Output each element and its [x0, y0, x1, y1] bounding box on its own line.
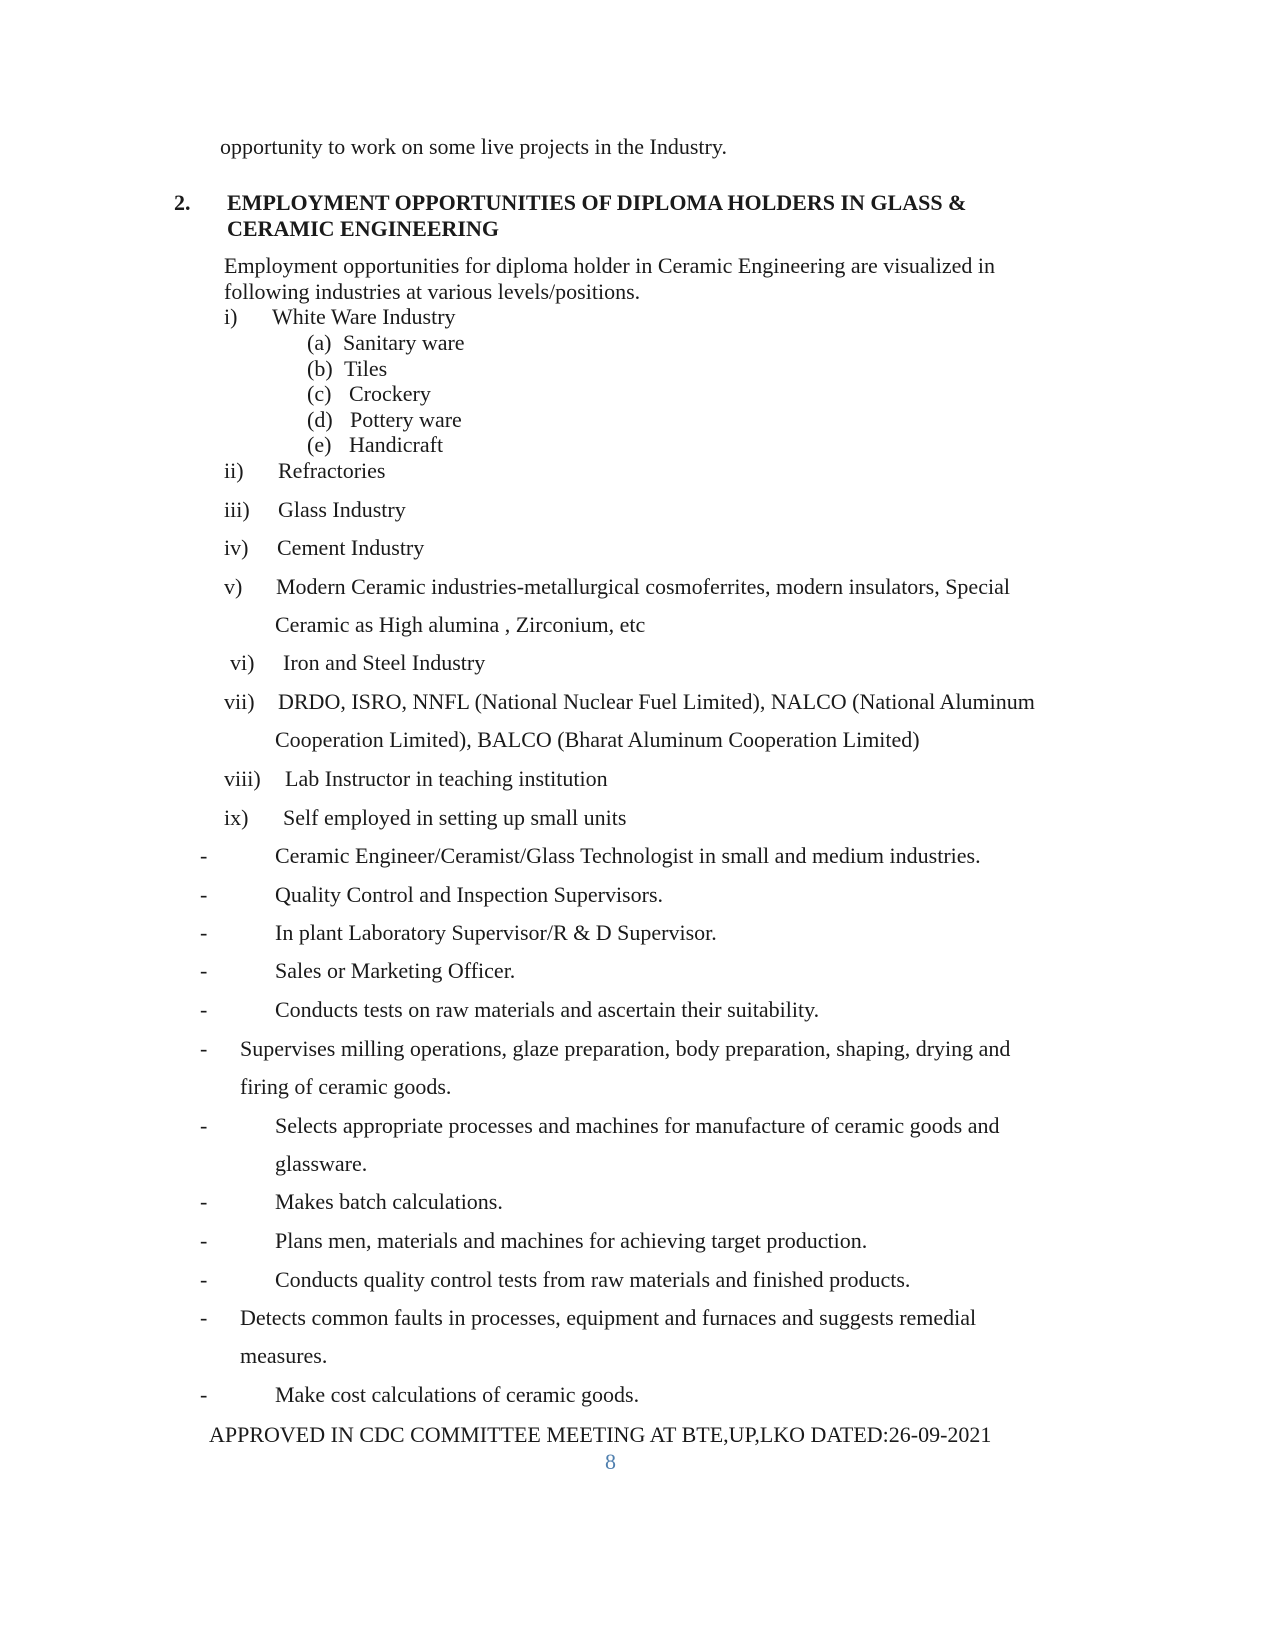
industry-item: Refractories — [278, 458, 386, 483]
dash-bullet: - — [200, 958, 208, 983]
role-item: In plant Laboratory Supervisor/R & D Supervisor. — [275, 920, 717, 945]
subitem-marker: (d) — [307, 407, 333, 432]
role-item: Make cost calculations of ceramic goods. — [275, 1382, 640, 1407]
role-item: Detects common faults in processes, equipment and furnaces and suggests remedial — [240, 1305, 977, 1330]
subitem-marker: (e) — [307, 432, 332, 457]
role-item-continuation: glassware. — [275, 1151, 368, 1176]
role-item: Conducts quality control tests from raw materials and finished products. — [275, 1267, 911, 1292]
industry-marker: ix) — [224, 805, 249, 830]
industry-marker: vii) — [224, 689, 255, 714]
section-heading-line2: CERAMIC ENGINEERING — [227, 216, 499, 241]
dash-bullet: - — [200, 1189, 208, 1214]
subitem-marker: (b) — [307, 356, 333, 381]
industry-item: White Ware Industry — [272, 304, 456, 329]
role-item: Conducts tests on raw materials and ascertain their suitability. — [275, 997, 820, 1022]
industry-item: Cement Industry — [277, 535, 425, 560]
dash-bullet: - — [200, 1267, 208, 1292]
subitem-text: Sanitary ware — [343, 330, 465, 355]
industry-item: Modern Ceramic industries-metallurgical cosmoferrites, modern insulators, Special — [276, 574, 1010, 599]
subitem-marker: (c) — [307, 381, 332, 406]
subitem-text: Handicraft — [349, 432, 444, 457]
section-intro-line1: Employment opportunities for diploma holder in Ceramic Engineering are visualized in — [224, 253, 996, 278]
industry-marker: ii) — [224, 458, 244, 483]
dash-bullet: - — [200, 882, 208, 907]
role-item-continuation: firing of ceramic goods. — [240, 1074, 452, 1099]
dash-bullet: - — [200, 1305, 208, 1330]
section-intro-line2: following industries at various levels/positions. — [224, 279, 641, 304]
industry-item: Glass Industry — [278, 497, 406, 522]
intro-continuation-text: opportunity to work on some live projects in the Industry. — [220, 134, 727, 159]
industry-marker: i) — [224, 304, 238, 329]
industry-item: DRDO, ISRO, NNFL (National Nuclear Fuel Limited), NALCO (National Aluminum — [278, 689, 1035, 714]
page-number: 8 — [605, 1449, 616, 1474]
section-number: 2. — [174, 190, 191, 215]
subitem-text: Crockery — [349, 381, 431, 406]
subitem-text: Tiles — [344, 356, 388, 381]
role-item: Selects appropriate processes and machines for manufacture of ceramic goods and — [275, 1113, 1000, 1138]
industry-marker: iv) — [224, 535, 249, 560]
role-item: Ceramic Engineer/Ceramist/Glass Technologist in small and medium industries. — [275, 843, 981, 868]
dash-bullet: - — [200, 843, 208, 868]
industry-marker: viii) — [224, 766, 261, 791]
industry-item-continuation: Ceramic as High alumina , Zirconium, etc — [275, 612, 646, 637]
industry-item: Lab Instructor in teaching institution — [285, 766, 608, 791]
role-item-continuation: measures. — [240, 1343, 328, 1368]
role-item: Quality Control and Inspection Supervisors. — [275, 882, 664, 907]
section-heading-line1: EMPLOYMENT OPPORTUNITIES OF DIPLOMA HOLDERS IN GLASS & — [227, 190, 967, 215]
subitem-marker: (a) — [307, 330, 332, 355]
industry-marker: iii) — [224, 497, 250, 522]
dash-bullet: - — [200, 920, 208, 945]
industry-marker: v) — [224, 574, 243, 599]
role-item: Supervises milling operations, glaze preparation, body preparation, shaping, drying and — [240, 1036, 1011, 1061]
role-item: Plans men, materials and machines for achieving target production. — [275, 1228, 868, 1253]
industry-marker: vi) — [230, 650, 255, 675]
footer-approval-note: APPROVED IN CDC COMMITTEE MEETING AT BTE,UP,LKO DATED:26-09-2021 — [209, 1422, 992, 1447]
dash-bullet: - — [200, 1036, 208, 1061]
industry-item-continuation: Cooperation Limited), BALCO (Bharat Aluminum Cooperation Limited) — [275, 727, 920, 752]
dash-bullet: - — [200, 1228, 208, 1253]
subitem-text: Pottery ware — [350, 407, 462, 432]
role-item: Sales or Marketing Officer. — [275, 958, 516, 983]
industry-item: Iron and Steel Industry — [283, 650, 486, 675]
dash-bullet: - — [200, 997, 208, 1022]
role-item: Makes batch calculations. — [275, 1189, 503, 1214]
industry-item: Self employed in setting up small units — [283, 805, 627, 830]
dash-bullet: - — [200, 1113, 208, 1138]
dash-bullet: - — [200, 1382, 208, 1407]
